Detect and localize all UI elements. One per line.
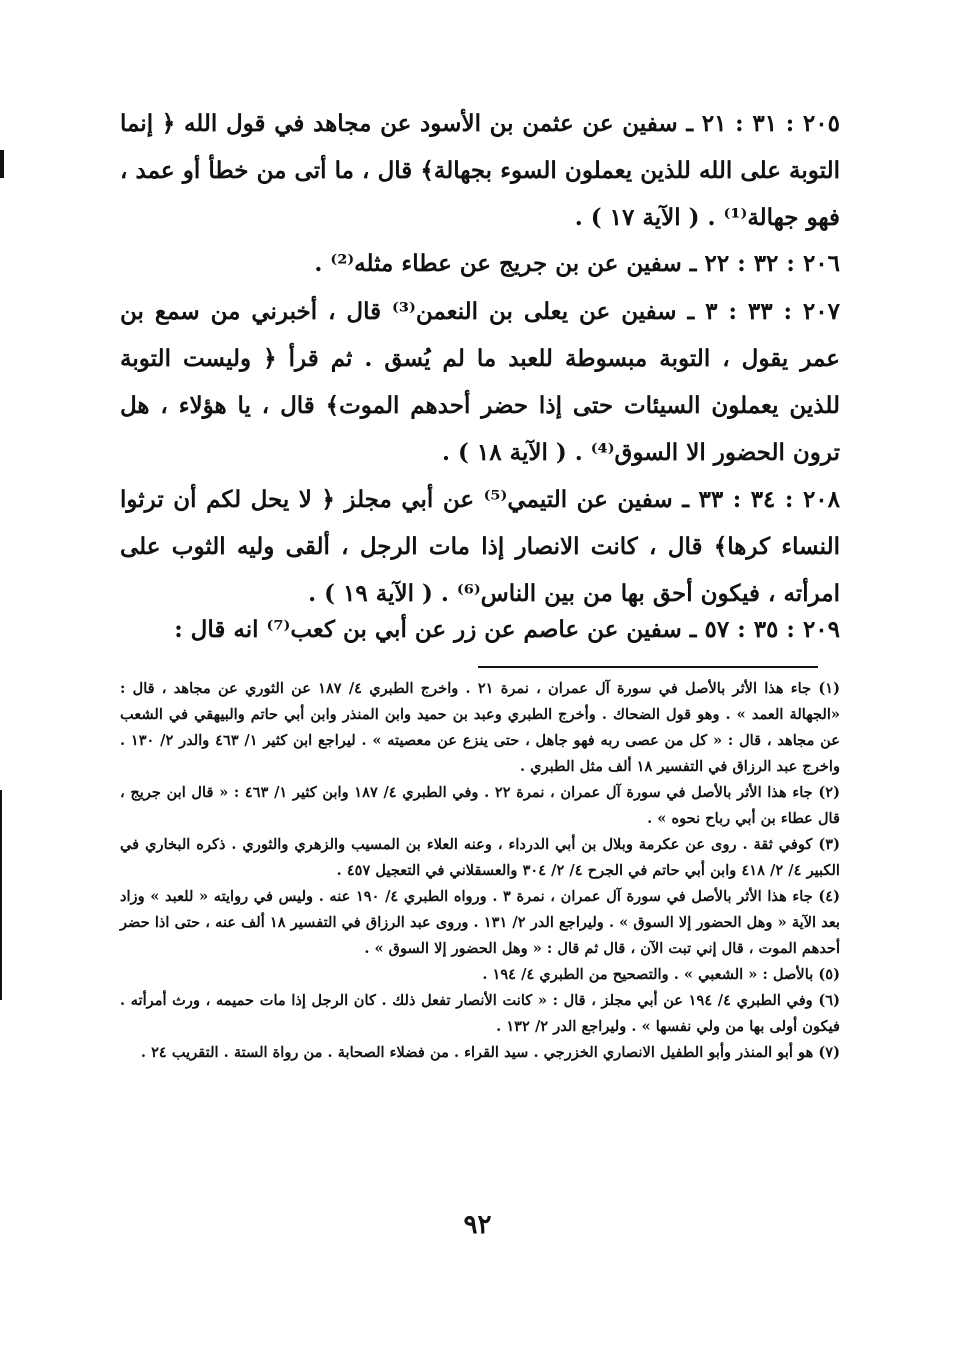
entry-209 [120, 606, 840, 653]
entry-206 [120, 240, 840, 287]
footnote-divider [478, 666, 818, 668]
entry-209-text: ٢٠٩ : ٣٥ : ٥٧ ـ سفين عن عاصم عن زر عن أبي بن كعب⁽⁷⁾ انه قال : [174, 616, 840, 643]
entry-206-text: ٢٠٦ : ٣٢ : ٢٢ ـ سفين عن بن جريج عن عطاء مثله⁽²⁾ . [314, 250, 840, 277]
footnotes [120, 676, 840, 1066]
entry-208 [120, 476, 840, 617]
footnote-4: (٤) جاء هذا الأثر بالأصل في سورة آل عمران ، نمرة ٣ . ورواه الطبري ٤/ ١٩٠ عنه . وليس في روايته « للعبد » وزاد بعد الآية « وهل الحضور إلا السوق » . وليراجع الدر ٢/ ١٣١ . وروى عبد الرزاق في التفسير ١٨ ألف عنه ، حتى اذا حضر أحدهم الموت ، قال إني تبت الآن ، قال ثم قال : « وهل الحضور إلا السوق » . [120, 888, 840, 957]
entry-205 [120, 100, 840, 241]
entry-205-text: ٢٠٥ : ٣١ : ٢١ ـ سفين عن عثمن بن الأسود عن مجاهد في قول الله ﴿ إنما التوبة على الله للذين يعملون السوء بجهالة﴾ قال ، ما أتى من خطأ أو عمد ، فهو جهالة⁽¹⁾ . ( الآية ١٧ ) . [120, 110, 840, 231]
footnote-1: (١) جاء هذا الأثر بالأصل في سورة آل عمران ، نمرة ٢١ . واخرج الطبري ٤/ ١٨٧ عن الثوري عن مجاهد ، قال : «الجهالة العمد » . وهو قول الضحاك . وأخرج الطبري وعبد بن حميد وابن المنذر وابن أبي حاتم والبيهقي في الشعب عن مجاهد ، قال : « كل من عصى ربه فهو جاهل ، حتى ينزع عن معصيته » . ليراجع ابن كثير ١/ ٤٦٣ والدر ٢/ ١٣٠ . واخرج عبد الرزاق في التفسير ١٨ ألف مثل الطبري . [120, 680, 840, 775]
footnote-5: (٥) بالأصل : « الشعبي » . والتصحيح من الطبري ٤/ ١٩٤ . [482, 966, 840, 983]
left-margin-rule [0, 790, 2, 1000]
entry-207-text: ٢٠٧ : ٣٣ : ٣ ـ سفين عن يعلى بن النعمن⁽³⁾ قال ، أخبرني من سمع بن عمر يقول ، التوبة مبسوطة للعبد ما لم يُسق . ثم قرأ ﴿ وليست التوبة للذين يعملون السيئات حتى إذا حضر أحدهم الموت﴾ قال ، يا هؤلاء ، هل ترون الحضور الا السوق⁽⁴⁾ . ( الآية ١٨ ) . [120, 298, 840, 466]
left-margin-mark [0, 150, 4, 178]
entry-207 [120, 288, 840, 476]
footnote-3: (٣) كوفي ثقة . روى عن عكرمة وبلال بن أبي الدرداء ، وعنه العلاء بن المسيب والزهري والثوري . ذكره البخاري في الكبير ٤/ ٢/ ٤١٨ وابن أبي حاتم في الجرح ٤/ ٢/ ٣٠٤ والعسقلاني في التعجيل ٤٥٧ . [120, 836, 840, 879]
footnote-7: (٧) هو أبو المنذر وأبو الطفيل الانصاري الخزرجي . سيد القراء . من فضلاء الصحابة . من رواة الستة . التقريب ٢٤ . [140, 1044, 840, 1061]
footnote-2: (٢) جاء هذا الأثر بالأصل في سورة آل عمران ، نمرة ٢٢ . وفي الطبري ٤/ ١٨٧ وابن كثير ١/ ٤٦٣ : « قال ابن جريج ، قال عطاء بن أبي رباح نحوه » . [120, 784, 840, 827]
page-number: ٩٢ [463, 1210, 492, 1240]
footnote-6: (٦) وفي الطبري ٤/ ١٩٤ عن أبي مجلز ، قال : « كانت الأنصار تفعل ذلك . كان الرجل إذا مات حميمه ، ورث أمرأته . فيكون أولى بها من ولي نفسها » . وليراجع الدر ٢/ ١٣٢ . [120, 992, 840, 1035]
entry-208-text: ٢٠٨ : ٣٤ : ٣٣ ـ سفين عن التيمي⁽⁵⁾ عن أبي مجلز ﴿ لا يحل لكم أن ترثوا النساء كرها﴾ قال ، كانت الانصار إذا مات الرجل ، ألقى وليه الثوب على امرأته ، فيكون أحق بها من بين الناس⁽⁶⁾ . ( الآية ١٩ ) . [120, 486, 840, 607]
